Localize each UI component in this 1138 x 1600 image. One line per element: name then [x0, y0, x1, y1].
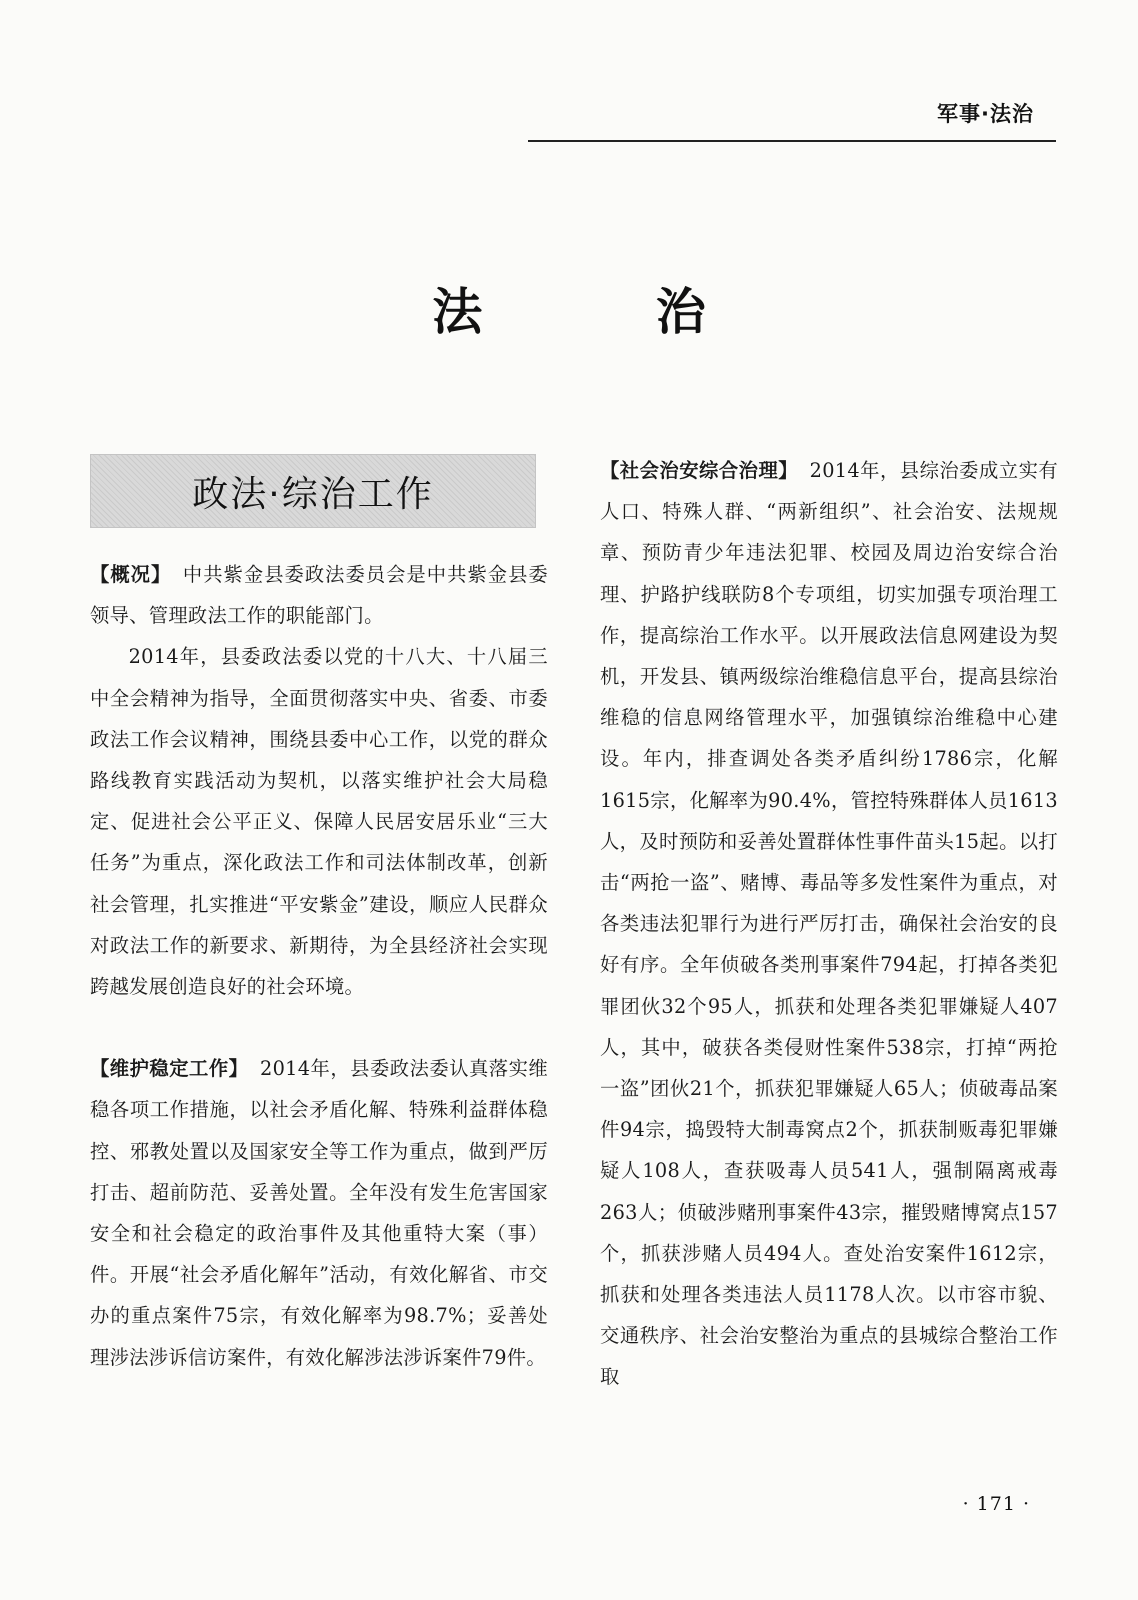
- page-title: 法 治: [432, 282, 784, 341]
- public-security-paragraph: [600, 450, 1058, 1398]
- public-security-text: 2014年，县综治委成立实有人口、特殊人群、“两新组织”、社会治安、法规规章、预防青少年违法犯罪、校园及周边治安综合治理、护路护线联防8个专项组，切实加强专项治理工作，提高综治工作水平。以开展政法信息网建设为契机，开发县、镇两级综治维稳信息平台，提高县综治维稳的信息网络管理水平，加强镇综治维稳中心建设。年内，排查调处各类矛盾纠纷1786宗，化解1615宗，化解率为90.4%，管控特殊群体人员1613人，及时预防和妥善处置群体性事件苗头15起。以打击“两抢一盗”、赌博、毒品等多发性案件为重点，对各类违法犯罪行为进行严厉打击，确保社会治安的良好有序。全年侦破各类刑事案件794起，打掉各类犯罪团伙32个95人，抓获和处理各类犯罪嫌疑人407人，其中，破获各类侵财性案件538宗，打掉“两抢一盗”团伙21个，抓获犯罪嫌疑人65人；侦破毒品案件94宗，捣毁特大制毒窝点2个，抓获制贩毒犯罪嫌疑人108人，查获吸毒人员541人，强制隔离戒毒263人；侦破涉赌刑事案件43宗，摧毁赌博窝点157个，抓获涉赌人员494人。查处治安案件1612宗，抓获和处理各类违法人员1178人次。以市容市貌、交通秩序、社会治安整治为重点的县城综合整治工作取: [600, 459, 1058, 1389]
- overview-paragraph-2: 2014年，县委政法委以党的十八大、十八届三中全会精神为指导，全面贯彻落实中央、省委、市委政法工作会议精神，围绕县委中心工作，以党的群众路线教育实践活动为契机，以落实维护社会大局稳定、促进社会公平正义、保障人民居安居乐业“三大任务”为重点，深化政法工作和司法体制改革，创新社会管理，扎实推进“平安紫金”建设，顺应人民群众对政法工作的新要求、新期待，为全县经济社会实现跨越发展创造良好的社会环境。: [90, 645, 548, 999]
- stability-text: 2014年，县委政法委认真落实维稳各项工作措施，以社会矛盾化解、特殊利益群体稳控、邪教处置以及国家安全等工作为重点，做到严厉打击、超前防范、妥善处置。全年没有发生危害国家安全和社会稳定的政治事件及其他重特大案（事）件。开展“社会矛盾化解年”活动，有效化解省、市交办的重点案件75宗，有效化解率为98.7%；妥善处理涉法涉诉信访案件，有效化解涉法涉诉案件79件。: [90, 1057, 548, 1369]
- overview-paragraph: [90, 554, 548, 636]
- section-title: 政法·综治工作: [192, 473, 434, 515]
- running-head: 军事·法治: [937, 102, 1034, 126]
- overview-heading: 【概况】: [90, 563, 172, 586]
- public-security-heading: 【社会治安综合治理】: [600, 459, 799, 482]
- stability-heading: 【维护稳定工作】: [90, 1057, 249, 1081]
- left-column: [90, 554, 548, 1378]
- right-column: [600, 450, 1058, 1398]
- header-rule: [528, 140, 1056, 142]
- overview-text: 中共紫金县委政法委员会是中共紫金县委领导、管理政法工作的职能部门。: [90, 563, 548, 628]
- page-number: · 171 ·: [962, 1493, 1030, 1515]
- stability-paragraph: [90, 1048, 548, 1378]
- section-title-box: [90, 454, 536, 528]
